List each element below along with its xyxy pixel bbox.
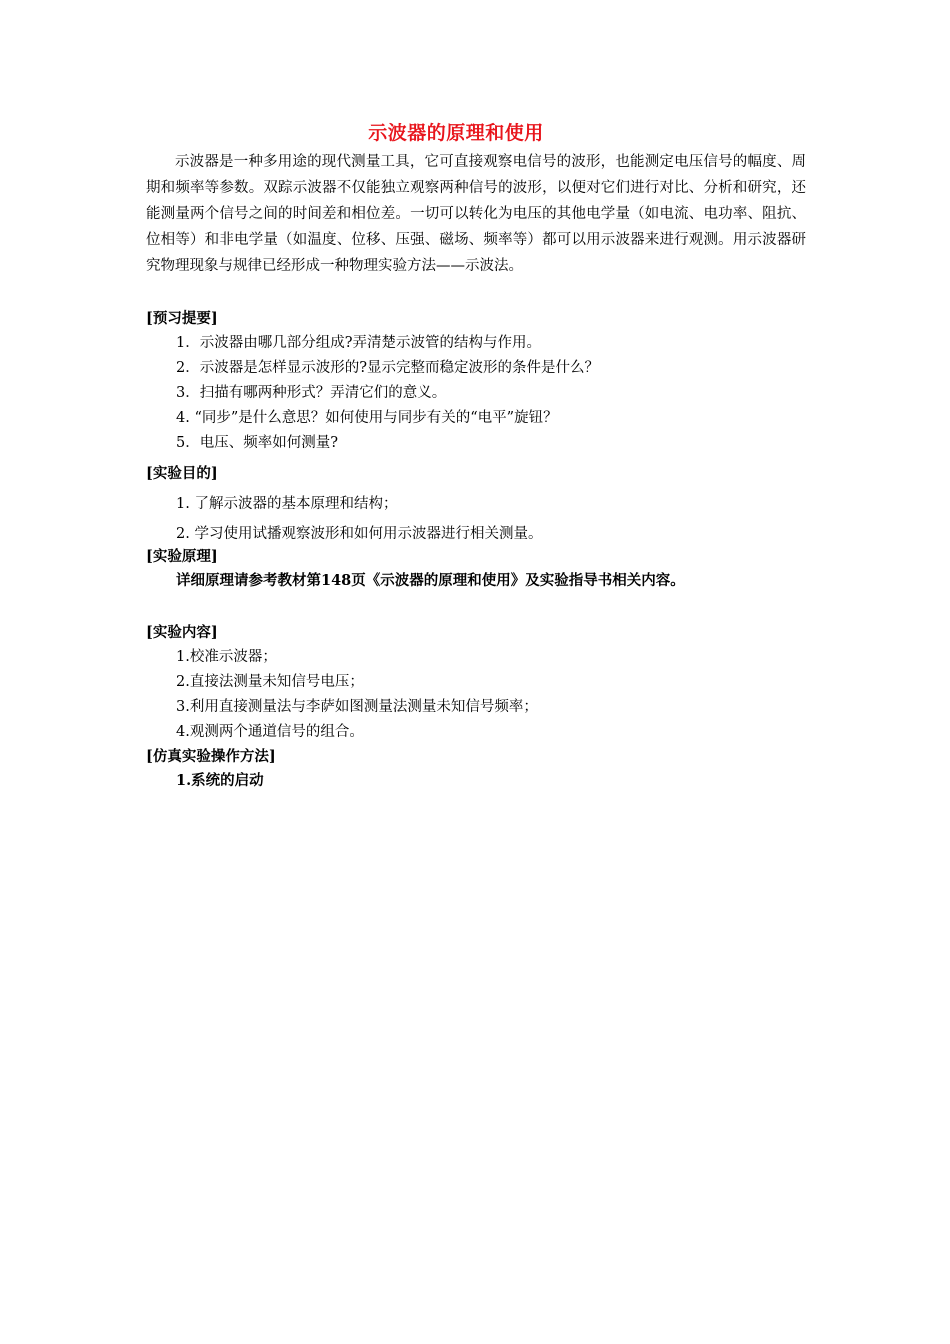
preview-item: 2．示波器是怎样显示波形的?显示完整而稳定波形的条件是什么？ <box>176 360 599 376</box>
content-item: 3.利用直接测量法与李萨如图测量法测量未知信号频率； <box>176 699 538 715</box>
purpose-heading: [实验目的] <box>146 465 218 482</box>
document-title: 示波器的原理和使用 <box>368 122 544 144</box>
content-item: 1.校准示波器； <box>176 649 277 665</box>
principle-heading: [实验原理] <box>146 548 218 565</box>
preview-item: 1．示波器由哪几部分组成?弄清楚示波管的结构与作用。 <box>176 335 541 351</box>
content-heading: [实验内容] <box>146 624 218 641</box>
preview-item: 5．电压、频率如何测量? <box>176 435 338 451</box>
content-item: 4.观测两个通道信号的组合。 <box>176 724 364 740</box>
preview-item: 3．扫描有哪两种形式？弄清它们的意义。 <box>176 385 447 401</box>
simulation-item: 1.系统的启动 <box>176 772 264 789</box>
purpose-item: 1. 了解示波器的基本原理和结构； <box>176 496 398 512</box>
preview-heading: [预习提要] <box>146 310 218 327</box>
simulation-heading: [仿真实验操作方法] <box>146 748 276 765</box>
document-page <box>146 118 806 793</box>
purpose-item: 2. 学习使用试播观察波形和如何用示波器进行相关测量。 <box>176 526 543 542</box>
intro-paragraph: 示波器是一种多用途的现代测量工具，它可直接观察电信号的波形，也能测定电压信号的幅度、周期和频率等参数。双踪示波器不仅能独立观察两种信号的波形，以便对它们进行对比、分析和研究，还能测量两个信号之间的时间差和相位差。一切可以转化为电压的其他电学量（如电流、电功率、阻抗、位相等）和非电学量（如温度、位移、压强、磁场、频率等）都可以用示波器来进行观测。用示波器研究物理现象与规律已经形成一种物理实验方法——示波法。 <box>146 154 806 274</box>
content-item: 2.直接法测量未知信号电压； <box>176 674 364 690</box>
preview-item: 4. “同步”是什么意思？如何使用与同步有关的“电平”旋钮？ <box>176 410 558 426</box>
principle-text: 详细原理请参考教材第148页《示波器的原理和使用》及实验指导书相关内容。 <box>176 572 685 589</box>
